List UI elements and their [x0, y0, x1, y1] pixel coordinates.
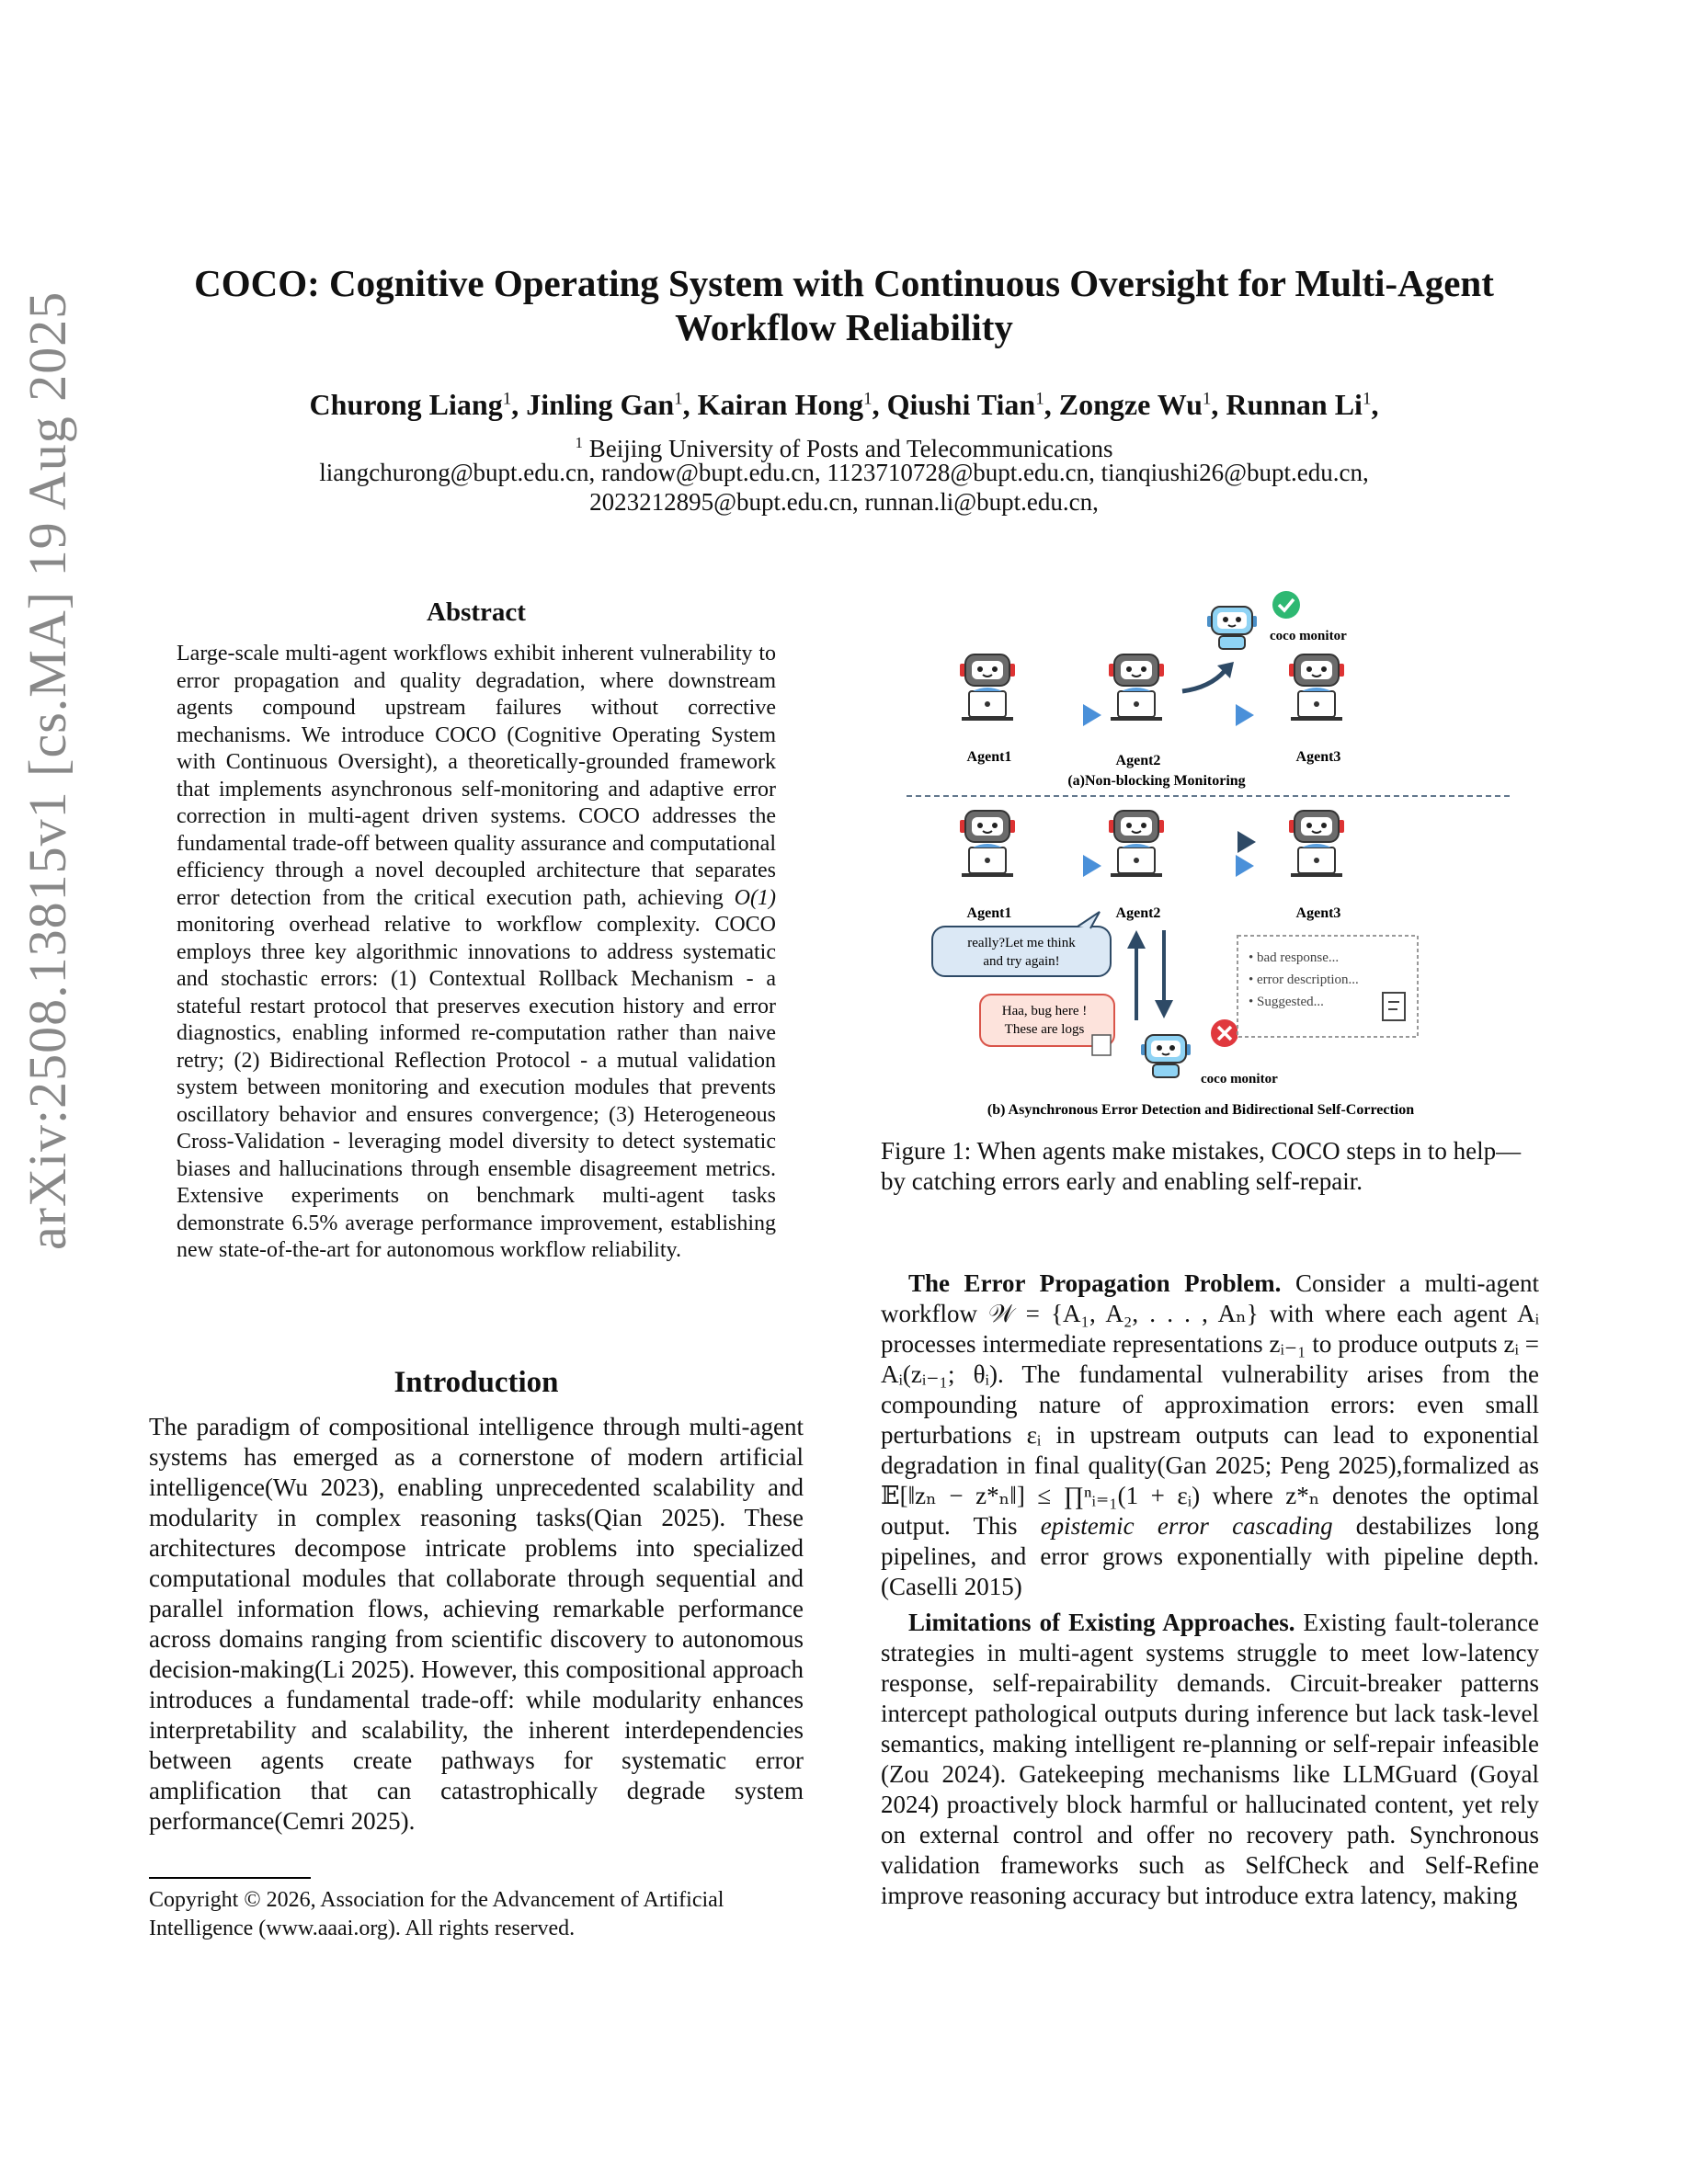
report-item: • bad response... — [1249, 950, 1340, 965]
edit-document-icon — [1383, 993, 1405, 1020]
author: Zongze Wu$^1$, — [1058, 387, 1226, 421]
paragraph-error-propagation: The Error Propagation Problem. Consider a multi-agent workflow 𝒲 = {A₁, A₂, . . . , Aₙ} with where each agent Aᵢ processes intermediate representations zᵢ₋₁ to produce outputs zᵢ = Aᵢ(zᵢ₋₁; θᵢ). The fundamental vulnerability arises from the compounding nature of approximation errors: even small perturbations εᵢ in upstream outputs can lead to exponential degradation in final quality(Gan 2025; Peng 2025),formalized as 𝔼[‖zₙ − z*ₙ‖] ≤ ∏ⁿᵢ₌₁(1 + εᵢ) where z*ₙ denotes the optimal output. This epistemic error cascading destabilizes long pipelines, and error grows exponentially with pipeline depth.(Caselli 2015) — [881, 1269, 1539, 1600]
agent2-label-b: Agent2 — [1115, 905, 1161, 921]
bubble-red-text-2: These are logs — [1004, 1022, 1085, 1037]
abstract-heading-wrap — [149, 597, 804, 628]
copyright-footnote: Copyright © 2026, Association for the Advancement of Artificial Intelligence (www.aaai.org). All rights reserved. — [149, 1888, 724, 1940]
panel-b-label: (b) Asynchronous Error Detection and Bidirectional Self-Correction — [987, 1102, 1415, 1118]
title-line-2: Workflow Reliability — [675, 306, 1013, 348]
arrow-icon — [1083, 704, 1101, 726]
author: Churong Liang$^1$, — [309, 387, 527, 421]
math-complexity: O(1) — [734, 885, 776, 910]
agent1-label-a: Agent1 — [966, 749, 1012, 765]
emails-line-2: 2023212895@bupt.edu.cn, runnan.li@bupt.edu.cn, — [589, 488, 1099, 516]
author: Runnan Li$^1$, — [1226, 387, 1379, 421]
figure-caption: Figure 1: When agents make mistakes, COCO steps in to help—by catching errors early and enabling self-repair. — [881, 1137, 1522, 1195]
arrow-up-icon — [1127, 930, 1146, 949]
agent1-label-b: Agent1 — [966, 905, 1012, 921]
figure-1 — [907, 588, 1513, 1121]
author: Jinling Gan$^1$, — [526, 387, 698, 421]
agent3-label-b: Agent3 — [1295, 905, 1341, 921]
right-column-body — [881, 1268, 1539, 1911]
author: Qiushi Tian$^1$, — [886, 387, 1059, 421]
arrow-icon — [1083, 855, 1101, 877]
abstract-heading: Abstract — [427, 597, 526, 627]
introduction-heading: Introduction — [393, 1366, 559, 1399]
robot-icon — [1109, 811, 1164, 877]
title-line-1: COCO: Cognitive Operating System with Continuous Oversight for Multi-Agent — [194, 262, 1494, 304]
coco-monitor-icon — [1141, 1035, 1191, 1077]
bubble-blue-text-2: and try again! — [983, 954, 1060, 969]
agent3-label-a: Agent3 — [1295, 749, 1341, 765]
paragraph-heading: Limitations of Existing Approaches. — [908, 1609, 1295, 1636]
bubble-blue-text-1: really?Let me think — [967, 936, 1076, 950]
panel-a-label: (a)Non-blocking Monitoring — [1067, 773, 1246, 789]
paper-title — [110, 261, 1578, 349]
paragraph-heading: The Error Propagation Problem. — [908, 1269, 1282, 1297]
robot-icon — [1289, 654, 1344, 721]
footnote-rule — [149, 1877, 311, 1879]
robot-icon — [1289, 811, 1344, 877]
bubble-red-text-1: Haa, bug here ! — [1001, 1004, 1088, 1018]
paragraph-limitations: Limitations of Existing Approaches. Existing fault-tolerance strategies in multi-agent systems struggle to meet low-latency response, self-repairability demands. Circuit-breaker patterns intercept pathological outputs during inference but lack task-level semantics, making intelligent re-planning or self-repair infeasible (Zou 2024). Gatekeeping mechanisms like LLMGuard (Goyal 2024) proactively block harmful or hallucinated content, yet rely on external control and offer no recovery path. Synchronous validation frameworks such as SelfCheck and Self-Refine improve reasoning accuracy but introduce extra latency, making — [881, 1609, 1540, 1909]
check-icon — [1272, 591, 1300, 619]
author: Kairan Hong$^1$, — [697, 387, 887, 421]
monitor-label-a: coco monitor — [1270, 629, 1347, 643]
arrow-icon — [1236, 855, 1254, 877]
log-document-icon — [1092, 1035, 1111, 1055]
arrow-icon — [1236, 704, 1254, 726]
robot-icon — [960, 654, 1015, 721]
report-item: • Suggested... — [1249, 995, 1324, 1009]
robot-icon — [960, 811, 1015, 877]
author-list — [110, 381, 1578, 423]
emails-line-1: liangchurong@bupt.edu.cn, randow@bupt.edu.cn, 1123710728@bupt.edu.cn, tianqiushi26@bupt.edu.cn, — [319, 459, 1369, 486]
arrow-down-icon — [1155, 1000, 1173, 1018]
introduction-body: The paradigm of compositional intelligence through multi-agent systems has emerged as a cornerstone of modern artificial intelligence(Wu 2023), enabling unprecedented scalability and modularity in complex reasoning tasks(Qian 2025). These architectures decompose intricate problems into specialized computational modules that collaborate through sequential and parallel information flows, achieving remarkable performance across domains ranging from scientific discovery to autonomous decision-making(Li 2025). However, this compositional approach introduces a fundamental trade-off: while modularity enhances interpretability and scalability, the inherent interdependencies between agents create pathways for systematic error amplification that can catastrophically degrade system performance(Cemri 2025). — [149, 1413, 804, 1835]
arrow-icon — [1237, 831, 1256, 853]
robot-icon — [1109, 654, 1164, 721]
abstract-body: Large-scale multi-agent workflows exhibit inherent vulnerability to error propagation and quality degradation, where downstream agents compound upstream failures without corrective mechanisms. We introduce COCO (Cognitive Operating System with Continuous Oversight), a theoretically-grounded framework that implements asynchronous self-monitoring and adaptive error correction in multi-agent driven systems. COCO addresses the fundamental trade-off between quality assurance and computational efficiency through a novel decoupled architecture that separates error detection from the critical execution path, achieving O(1) monitoring overhead relative to workflow complexity. COCO employs three key algorithmic innovations to address systematic and stochastic errors: (1) Contextual Rollback Mechanism - a stateful restart protocol that preserves execution history and error diagnostics, enabling informed re-computation rather than naive retry; (2) Bidirectional Reflection Protocol - a mutual validation system between monitoring and execution modules that prevents oscillatory behavior and ensures convergence; (3) Heterogeneous Cross-Validation - leveraging model diversity to detect systematic biases and hallucinations through ensemble disagreement metrics. Extensive experiments on benchmark multi-agent tasks demonstrate 6.5% average performance improvement, establishing new state-of-the-art for autonomous workflow reliability. — [177, 642, 776, 1262]
coco-monitor-icon — [1207, 607, 1257, 649]
monitor-label-b: coco monitor — [1201, 1072, 1278, 1086]
arxiv-stamp: arXiv:2508.13815v1 [cs.MA] 19 Aug 2025 — [17, 290, 77, 1250]
affiliation: $^1$ Beijing University of Posts and Telecommunications — [575, 434, 1113, 462]
agent2-label-a: Agent2 — [1115, 753, 1161, 768]
report-item: • error description... — [1249, 973, 1359, 987]
